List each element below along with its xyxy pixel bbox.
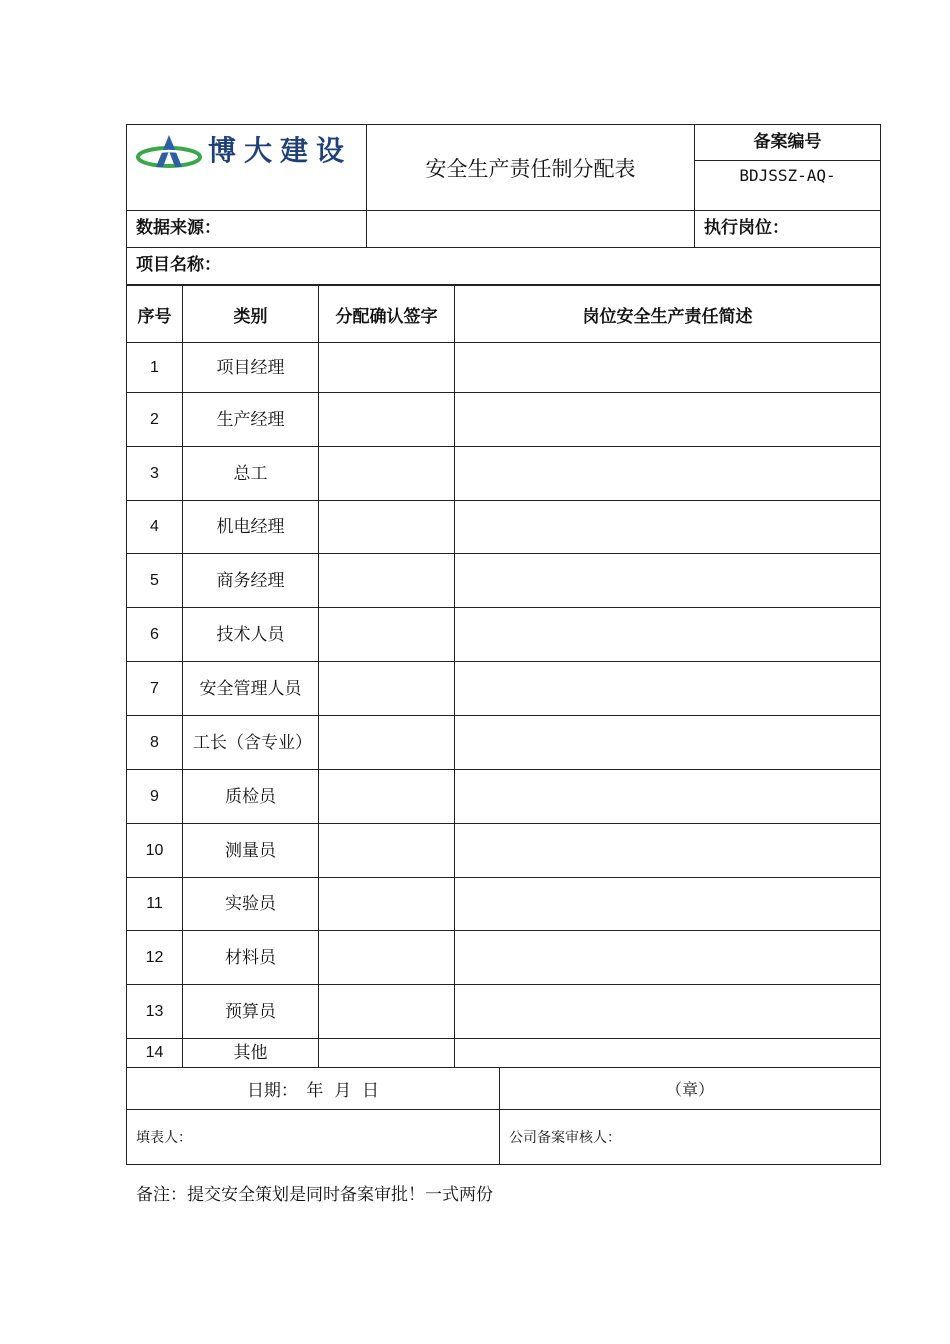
row-number: 10 xyxy=(145,841,164,859)
description-cell[interactable] xyxy=(455,985,880,1038)
row-category: 材料员 xyxy=(225,947,276,968)
row-number: 5 xyxy=(150,571,159,589)
footnote: 备注：提交安全策划是同时备案审批！一式两份 xyxy=(136,1184,493,1205)
row-category: 预算员 xyxy=(225,1001,276,1022)
row-category: 生产经理 xyxy=(216,409,285,430)
seal-field: （章） xyxy=(665,1080,714,1099)
row-category: 质检员 xyxy=(225,786,276,807)
description-cell[interactable] xyxy=(455,447,880,500)
row-number: 8 xyxy=(150,733,159,751)
signature-cell[interactable] xyxy=(319,447,454,500)
description-cell[interactable] xyxy=(455,501,880,553)
description-cell[interactable] xyxy=(455,1039,880,1067)
row-category: 项目经理 xyxy=(216,357,285,378)
row-number: 9 xyxy=(150,787,159,805)
filler-label: 填表人： xyxy=(136,1130,192,1146)
signature-cell[interactable] xyxy=(319,824,454,877)
signature-cell[interactable] xyxy=(319,931,454,984)
description-cell[interactable] xyxy=(455,931,880,984)
col-header-seq: 序号 xyxy=(137,306,172,327)
signature-cell[interactable] xyxy=(319,716,454,769)
col-header-description: 岗位安全生产责任简述 xyxy=(582,306,753,327)
signature-cell[interactable] xyxy=(319,501,454,553)
row-number: 6 xyxy=(150,625,159,643)
signature-cell[interactable] xyxy=(319,878,454,930)
signature-cell[interactable] xyxy=(319,554,454,607)
description-cell[interactable] xyxy=(455,770,880,823)
row-category: 机电经理 xyxy=(216,517,285,537)
exec-post-label: 执行岗位： xyxy=(704,217,789,238)
signature-cell[interactable] xyxy=(319,662,454,715)
row-number: 2 xyxy=(150,410,159,428)
col-header-signature: 分配确认签字 xyxy=(335,306,438,327)
signature-cell[interactable] xyxy=(319,770,454,823)
description-cell[interactable] xyxy=(455,343,880,392)
row-category: 工长（含专业） xyxy=(193,732,312,753)
signature-cell[interactable] xyxy=(319,985,454,1038)
description-cell[interactable] xyxy=(455,824,880,877)
description-cell[interactable] xyxy=(455,393,880,446)
row-category: 总工 xyxy=(233,463,268,484)
project-name-label: 项目名称： xyxy=(136,254,221,275)
data-source-field[interactable] xyxy=(367,211,694,247)
row-category: 其他 xyxy=(233,1043,268,1063)
signature-cell[interactable] xyxy=(319,393,454,446)
description-cell[interactable] xyxy=(455,878,880,930)
row-category: 实验员 xyxy=(225,894,276,914)
row-number: 12 xyxy=(145,948,164,966)
signature-cell[interactable] xyxy=(319,343,454,392)
row-category: 技术人员 xyxy=(216,624,285,645)
row-number: 11 xyxy=(146,895,163,912)
col-header-category: 类别 xyxy=(233,306,268,327)
data-source-label: 数据来源： xyxy=(136,217,221,238)
row-category: 商务经理 xyxy=(216,570,285,591)
record-no-value: BDJSSZ-AQ- xyxy=(739,165,836,185)
row-number: 14 xyxy=(145,1044,164,1061)
signature-cell[interactable] xyxy=(319,608,454,661)
row-category: 测量员 xyxy=(225,840,276,861)
row-number: 7 xyxy=(150,679,159,697)
form-title: 安全生产责任制分配表 xyxy=(425,156,636,181)
date-field[interactable]: 日期： 年 月 日 xyxy=(246,1081,380,1101)
company-logo xyxy=(134,130,359,174)
row-number: 4 xyxy=(150,518,159,535)
row-number: 13 xyxy=(145,1002,164,1020)
row-number: 3 xyxy=(150,464,159,482)
row-category: 安全管理人员 xyxy=(199,678,302,699)
company-name: 博大建设 xyxy=(208,134,353,167)
logo-mark-icon xyxy=(136,131,202,173)
row-number: 1 xyxy=(150,358,159,376)
description-cell[interactable] xyxy=(455,608,880,661)
record-no-label: 备案编号 xyxy=(753,131,822,152)
signature-cell[interactable] xyxy=(319,1039,454,1067)
description-cell[interactable] xyxy=(455,716,880,769)
description-cell[interactable] xyxy=(455,662,880,715)
description-cell[interactable] xyxy=(455,554,880,607)
reviewer-label: 公司备案审核人： xyxy=(509,1130,621,1146)
